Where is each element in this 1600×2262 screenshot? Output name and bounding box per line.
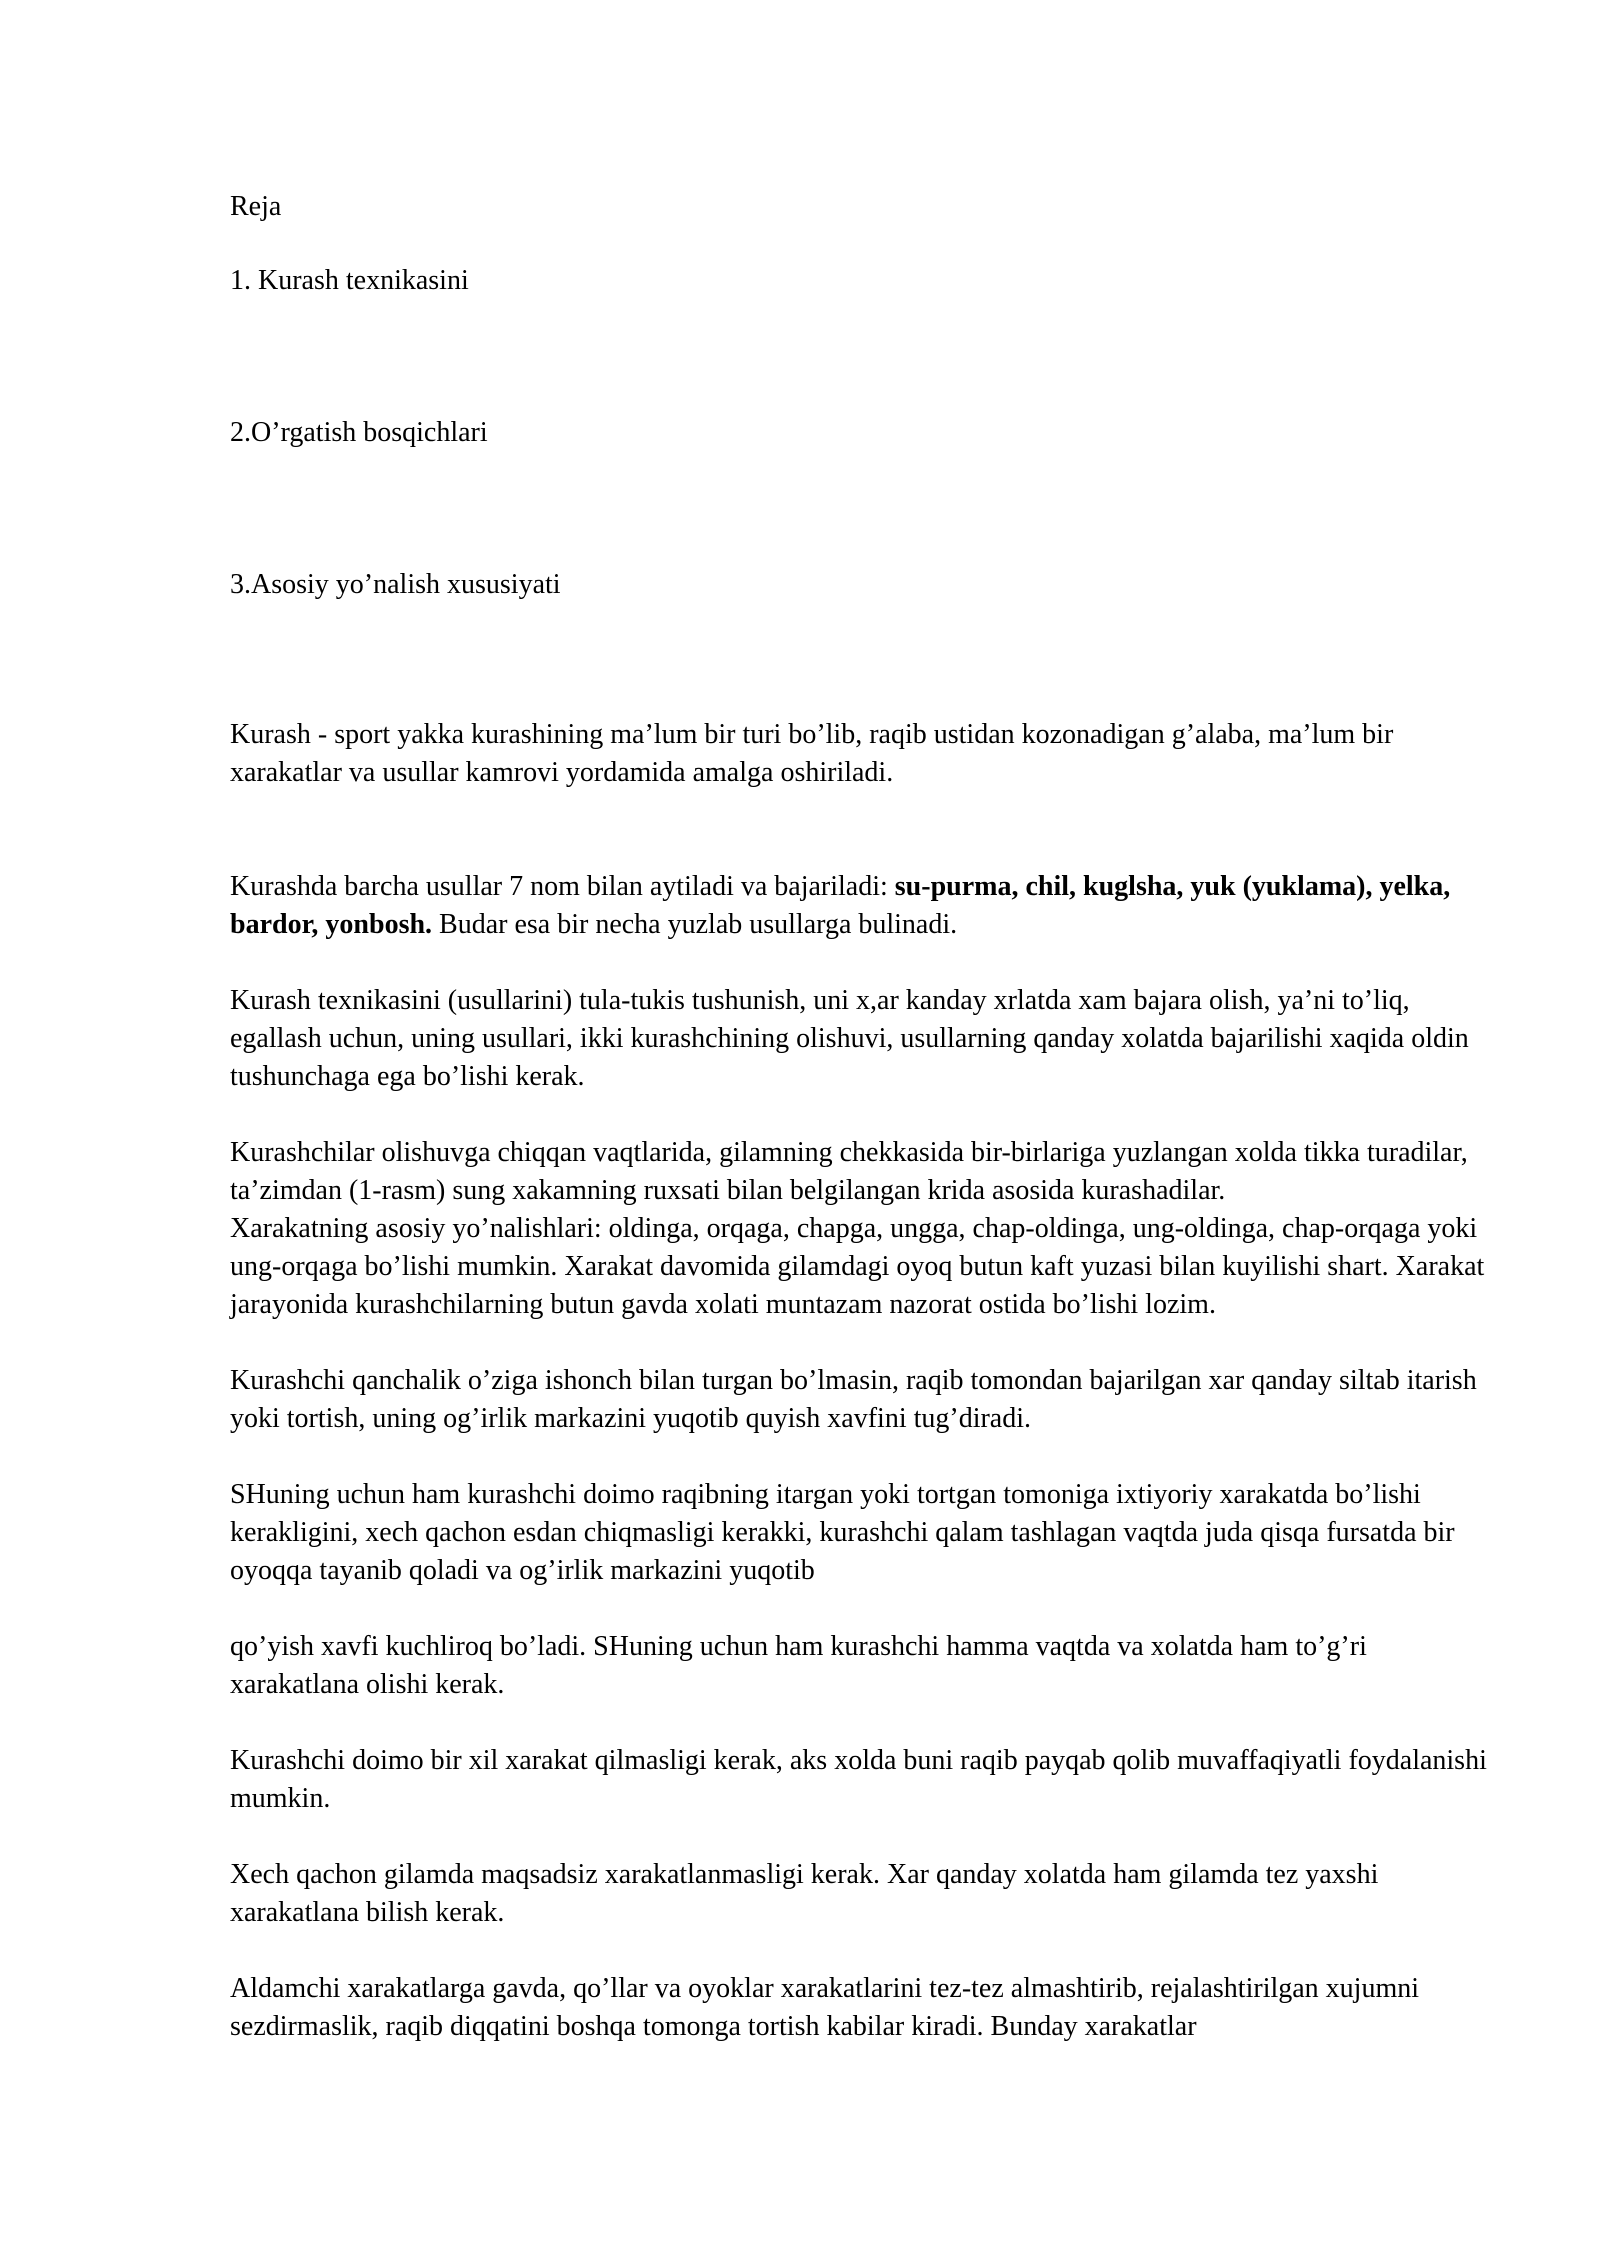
plan-item-2: 2.O’rgatish bosqichlari [230, 417, 488, 448]
paragraph-balance: Kurashchi qanchalik o’ziga ishonch bilan turgan bo’lmasin, raqib tomondan bajarilgan xar qanday siltab itarish yoki tortish, uning og’irlik markazini yuqotib quyish xavfini tug’diradi. [230, 1365, 1477, 1434]
paragraph-purpose: Xech qachon gilamda maqsadsiz xarakatlanmasligi kerak. Xar qanday xolatda ham gilamda tez yaxshi xarakatlana bilish kerak. [230, 1859, 1379, 1928]
document-body [230, 188, 1500, 2084]
paragraph-feints: Aldamchi xarakatlarga gavda, qo’llar va oyoklar xarakatlarini tez-tez almashtirib, rejalashtirilgan xujumni sezdirmaslik, raqib diqqatini boshqa tomonga tortish kabilar kiradi. Bunday xarakatlar [230, 1973, 1420, 2042]
paragraph-understanding: Kurash texnikasini (usullarini) tula-tukis tushunish, uni x,ar kanday xrlatda xam bajara olish, ya’ni to’liq, egallash uchun, uning usullari, ikki kurashchining olishuvi, usullarning qanday xolatda bajarilishi xaqida oldin tushunchaga ega bo’lishi kerak. [230, 985, 1469, 1092]
paragraph-techniques-outro: Budar esa bir necha yuzlab usullarga bulinadi. [432, 909, 958, 940]
paragraph-variety: Kurashchi doimo bir xil xarakat qilmasligi kerak, aks xolda buni raqib payqab qolib muvaffaqiyatli foydalanishi mumkin. [230, 1745, 1487, 1814]
paragraph-techniques-intro: Kurashda barcha usullar 7 nom bilan aytiladi va bajariladi: [230, 871, 895, 902]
paragraph-readiness: SHuning uchun ham kurashchi doimo raqibning itargan yoki tortgan tomoniga ixtiyoriy xarakatda bo’lishi kerakligini, xech qachon esdan chiqmasligi kerakki, kurashchi qalam tashlagan vaqtda juda qisqa fursatda bir oyoqqa tayanib qoladi va og’irlik markazini yuqotib [230, 1479, 1455, 1586]
paragraph-bout-start: Kurashchilar olishuvga chiqqan vaqtlarida, gilamning chekkasida bir-birlariga yuzlangan xolda tikka turadilar, ta’zimdan (1-rasm) sung xakamning ruxsati bilan belgilangan krida asosida kurashadilar. [230, 1137, 1468, 1206]
technique-names: su-purma, chil, kuglsha, yuk (yuklama), yelka, bardor, yonbosh. [230, 871, 1451, 940]
paragraph-techniques [230, 868, 1500, 944]
paragraph-definition: Kurash - sport yakka kurashining ma’lum bir turi bo’lib, raqib ustidan kozonadigan g’alaba, ma’lum bir xarakatlar va usullar kamrovi yordamida amalga oshiriladi. [230, 719, 1394, 788]
plan-item-1: 1. Kurash texnikasini [230, 265, 469, 296]
plan-heading: Reja [230, 191, 282, 222]
paragraph-directions: Xarakatning asosiy yo’nalishlari: oldinga, orqaga, chapga, ungga, chap-oldinga, ung-oldinga, chap-orqaga yoki ung-orqaga bo’lishi mumkin. Xarakat davomida gilamdagi oyoq butun kaft yuzasi bilan kuyilishi shart. Xarakat jarayonida kurashchilarning butun gavda xolati muntazam nazorat ostida bo’lishi lozim. [230, 1213, 1485, 1320]
plan-item-3: 3.Asosiy yo’nalish xususiyati [230, 569, 561, 600]
paragraph-danger: qo’yish xavfi kuchliroq bo’ladi. SHuning uchun ham kurashchi hamma vaqtda va xolatda ham to’g’ri xarakatlana olishi kerak. [230, 1631, 1367, 1700]
